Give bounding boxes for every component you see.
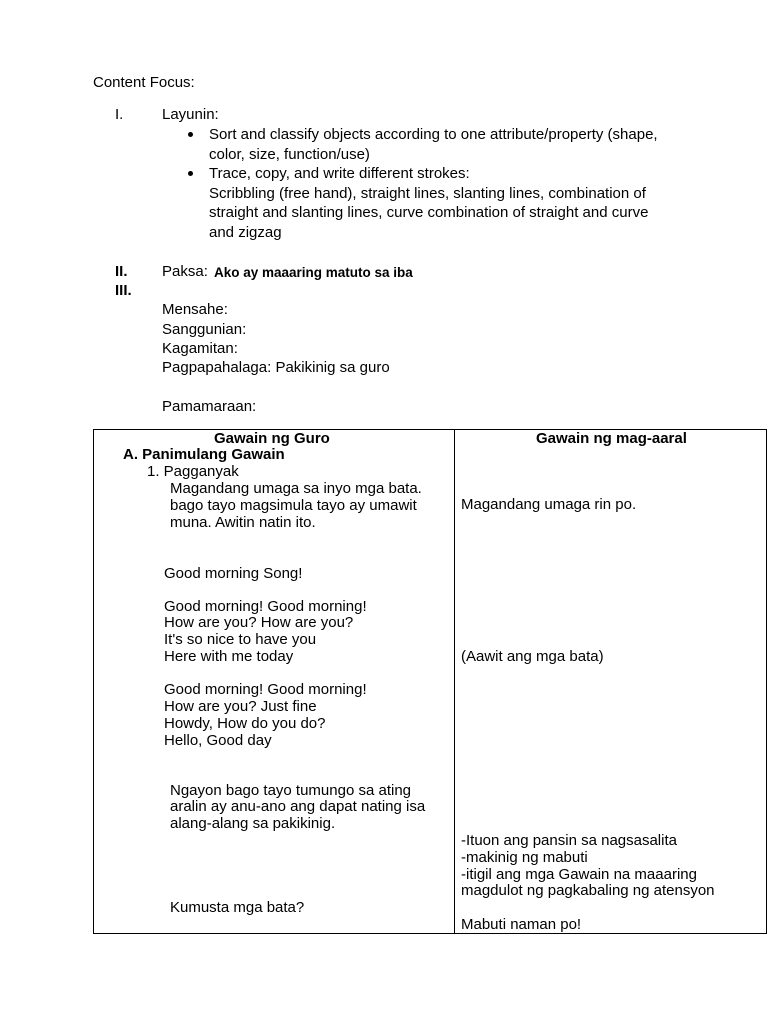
mensahe-label: Mensahe: [162, 301, 228, 318]
objective-2-line-2: Scribbling (free hand), straight lines, slanting lines, combination of [209, 185, 646, 202]
section2-topic: Ako ay maaaring matuto sa iba [214, 265, 413, 280]
pagpapahalaga-label: Pagpapahalaga: Pakikinig sa guro [162, 359, 390, 376]
song-line-2: How are you? How are you? [164, 614, 354, 631]
header-student: Gawain ng mag-aaral [536, 430, 687, 447]
subsection-panimulang: A. Panimulang Gawain [123, 446, 285, 463]
objective-1-line-2: color, size, function/use) [209, 146, 370, 163]
listening-rule-4: magdulot ng pagkabaling ng atensyon [461, 882, 715, 899]
listening-rule-3: -itigil ang mga Gawain na maaaring [461, 866, 697, 883]
pamamaraan-label: Pamamaraan: [162, 398, 257, 415]
kumusta-line: Kumusta mga bata? [170, 899, 305, 916]
section2-numeral: II. [115, 263, 128, 280]
sanggunian-label: Sanggunian: [162, 321, 247, 338]
objective-2-line-1: Trace, copy, and write different strokes: [209, 165, 470, 182]
bullet-icon [188, 171, 193, 176]
song-line-5: Good morning! Good morning! [164, 681, 367, 698]
song-line-4: Here with me today [164, 648, 294, 665]
section1-numeral: I. [115, 106, 124, 123]
content-focus-label: Content Focus: [93, 74, 195, 91]
objective-2-line-4: and zigzag [209, 224, 282, 241]
song-line-3: It's so nice to have you [164, 631, 317, 648]
teacher-greet-line-3: muna. Awitin natin ito. [170, 514, 316, 531]
listening-rule-1: -Ituon ang pansin sa nagsasalita [461, 832, 677, 849]
ngayon-line-1: Ngayon bago tayo tumungo sa ating [170, 782, 412, 799]
section2-label: Paksa: [162, 263, 208, 280]
student-sing: (Aawit ang mga bata) [461, 648, 604, 665]
table-column-divider [454, 429, 455, 934]
ngayon-line-2: aralin ay anu-ano ang dapat nating isa [170, 798, 426, 815]
section1-heading: Layunin: [162, 106, 219, 123]
listening-rule-2: -makinig ng mabuti [461, 849, 588, 866]
objective-1-line-1: Sort and classify objects according to one attribute/property (shape, [209, 126, 658, 143]
song-title: Good morning Song! [164, 565, 303, 582]
student-greet: Magandang umaga rin po. [461, 496, 637, 513]
teacher-greet-line-2: bago tayo magsimula tayo ay umawit [170, 497, 417, 514]
ngayon-line-3: alang-alang sa pakikinig. [170, 815, 336, 832]
item-pagganyak: 1. Pagganyak [147, 463, 239, 480]
objective-2-line-3: straight and slanting lines, curve combination of straight and curve [209, 204, 649, 221]
bullet-icon [188, 132, 193, 137]
kagamitan-label: Kagamitan: [162, 340, 238, 357]
header-teacher: Gawain ng Guro [214, 430, 330, 447]
song-line-7: Howdy, How do you do? [164, 715, 326, 732]
student-reply: Mabuti naman po! [461, 916, 582, 933]
teacher-greet-line-1: Magandang umaga sa inyo mga bata. [170, 480, 422, 497]
section3-numeral: III. [115, 282, 132, 299]
song-line-6: How are you? Just fine [164, 698, 317, 715]
song-line-8: Hello, Good day [164, 732, 272, 749]
song-line-1: Good morning! Good morning! [164, 598, 367, 615]
